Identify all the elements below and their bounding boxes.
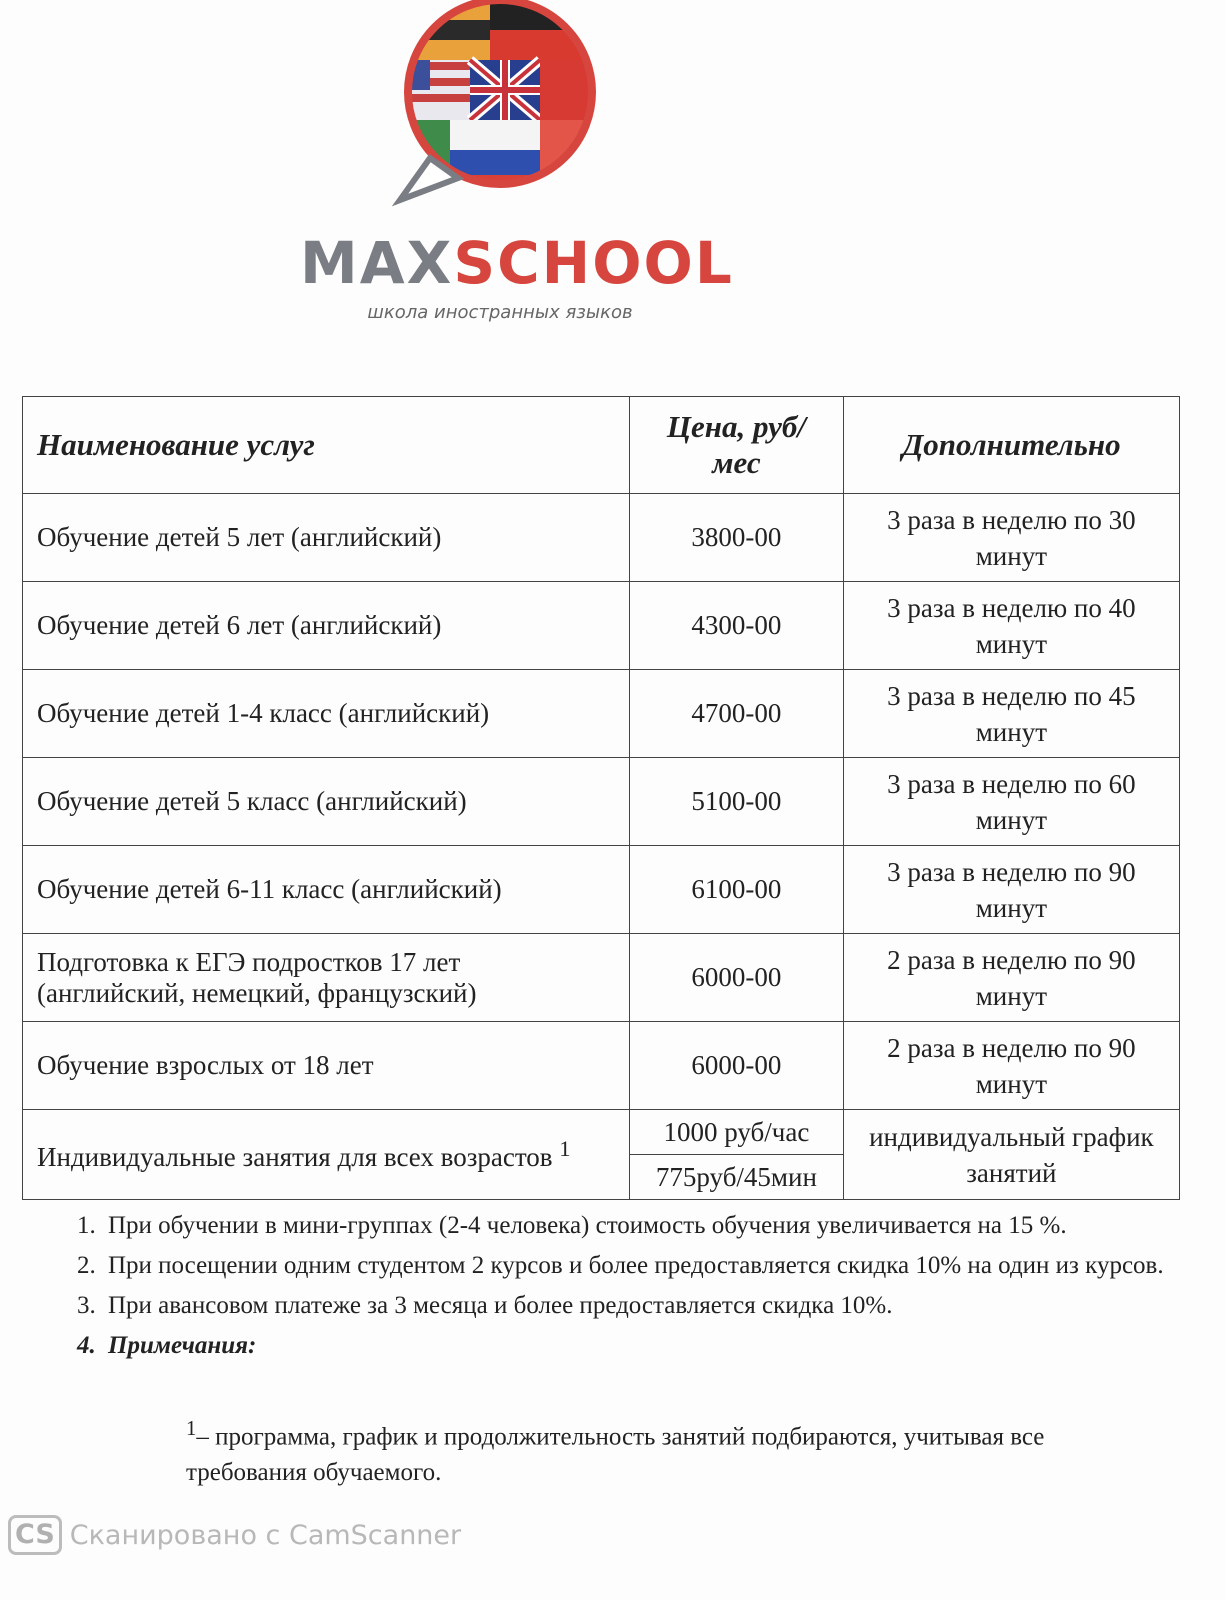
footnote — [186, 1410, 1146, 1491]
header-service: Наименование услуг — [23, 397, 630, 494]
note-item: 2. При посещении одним студентом 2 курсов и более предоставляется скидка 10% на один из курсов. — [102, 1248, 1202, 1284]
service-price: 6000-00 — [630, 1022, 844, 1110]
service-price: 6000-00 — [630, 934, 844, 1022]
service-name: Обучение взрослых от 18 лет — [23, 1022, 630, 1110]
service-price: 4300-00 — [630, 582, 844, 670]
table-row — [23, 670, 1180, 758]
service-name: Обучение детей 5 класс (английский) — [23, 758, 630, 846]
note-item: 3. При авансовом платеже за 3 месяца и более предоставляется скидка 10%. — [102, 1288, 1202, 1324]
service-extra: 3 раза в неделю по 90 минут — [843, 846, 1179, 934]
footnote-text: – программа, график и продолжительность занятий подбираются, учитывая все требования обучаемого. — [186, 1423, 1045, 1487]
service-name: Подготовка к ЕГЭ подростков 17 лет (английский, немецкий, французский) — [23, 934, 630, 1022]
camscanner-text: Сканировано с CamScanner — [69, 1519, 462, 1551]
table-row — [23, 1022, 1180, 1110]
service-extra: индивидуальный график занятий — [843, 1110, 1179, 1200]
table-row-individual — [23, 1110, 1180, 1155]
table-header-row — [23, 397, 1180, 494]
service-price: 6100-00 — [630, 846, 844, 934]
service-price: 3800-00 — [630, 494, 844, 582]
service-extra: 3 раза в неделю по 45 минут — [843, 670, 1179, 758]
service-name — [23, 1110, 630, 1200]
logo — [0, 0, 1226, 350]
service-name: Обучение детей 6 лет (английский) — [23, 582, 630, 670]
table-row — [23, 758, 1180, 846]
service-extra: 3 раза в неделю по 60 минут — [843, 758, 1179, 846]
brand-tagline: школа иностранных языков — [367, 302, 633, 323]
service-price-45min: 775руб/45мин — [630, 1155, 844, 1200]
brand-name: MAXSCHOOL — [300, 229, 734, 297]
header-extra: Дополнительно — [843, 397, 1179, 494]
notes-list — [60, 1208, 1202, 1368]
service-name: Обучение детей 6-11 класс (английский) — [23, 846, 630, 934]
service-price-hour: 1000 руб/час — [630, 1110, 844, 1155]
service-name: Обучение детей 1-4 класс (английский) — [23, 670, 630, 758]
table-row — [23, 846, 1180, 934]
service-extra: 3 раза в неделю по 30 минут — [843, 494, 1179, 582]
service-price: 5100-00 — [630, 758, 844, 846]
table-row — [23, 582, 1180, 670]
note-item: 1. При обучении в мини-группах (2-4 человека) стоимость обучения увеличивается на 15 %. — [102, 1208, 1202, 1244]
service-extra: 3 раза в неделю по 40 минут — [843, 582, 1179, 670]
individual-service-label: Индивидуальные занятия для всех возрастов — [37, 1142, 553, 1172]
header-price: Цена, руб/мес — [630, 397, 844, 494]
camscanner-watermark — [8, 1514, 461, 1556]
camscanner-icon: CS — [8, 1515, 62, 1555]
service-name: Обучение детей 5 лет (английский) — [23, 494, 630, 582]
table-row — [23, 934, 1180, 1022]
price-table — [22, 396, 1180, 1200]
table-row — [23, 494, 1180, 582]
service-extra: 2 раза в неделю по 90 минут — [843, 1022, 1179, 1110]
globe-speech-bubble-logo — [380, 0, 620, 220]
service-extra: 2 раза в неделю по 90 минут — [843, 934, 1179, 1022]
footnote-mark: 1 — [186, 1416, 197, 1440]
service-price: 4700-00 — [630, 670, 844, 758]
note-item-remarks: 4. Примечания: — [102, 1328, 1202, 1364]
footnote-mark: 1 — [559, 1136, 571, 1161]
